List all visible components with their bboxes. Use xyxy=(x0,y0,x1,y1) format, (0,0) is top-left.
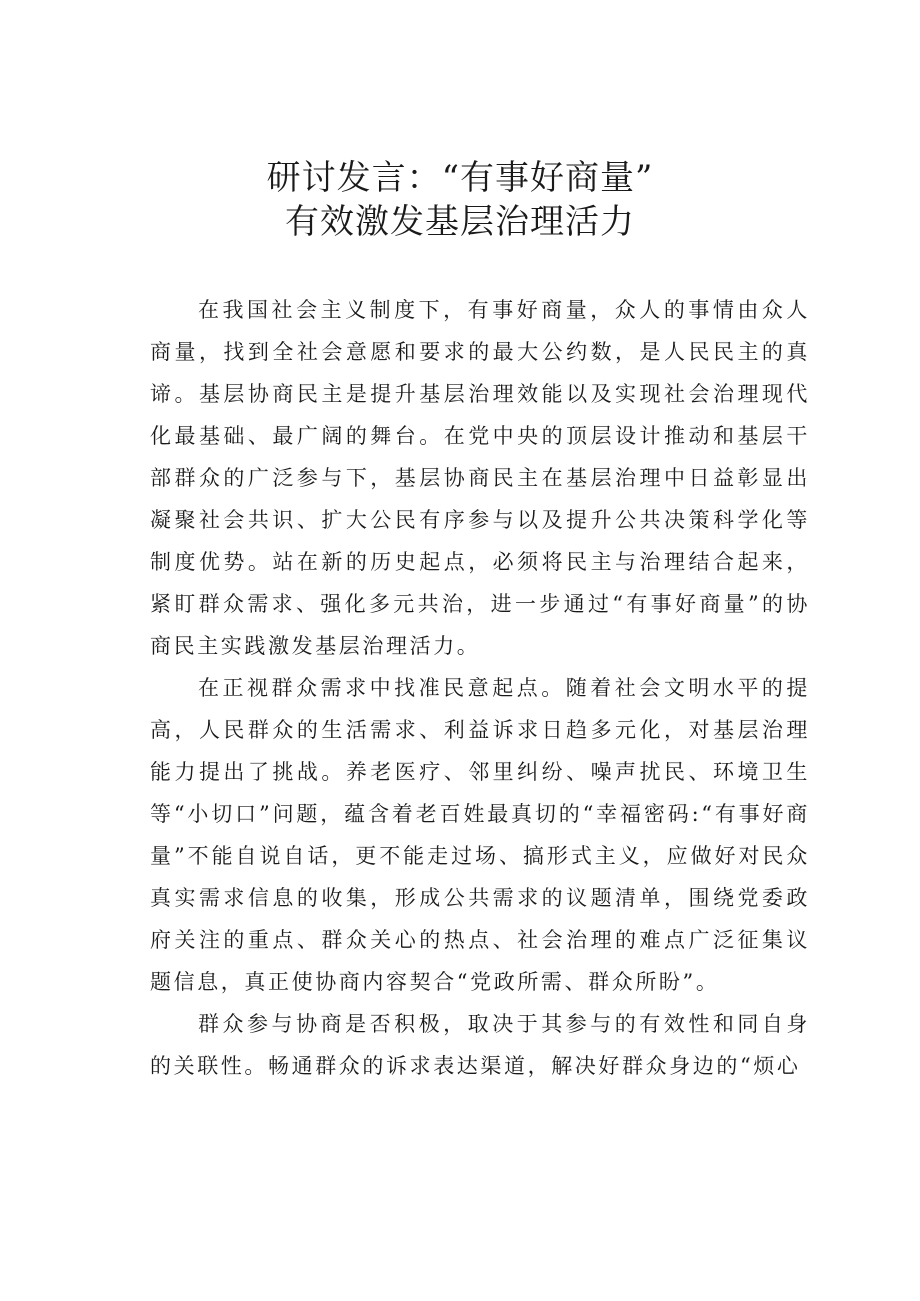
document-title-line-1: 研讨发言：“有事好商量” xyxy=(266,158,654,198)
paragraph-2: 在正视群众需求中找准民意起点。随着社会文明水平的提高，人民群众的生活需求、利益诉求日趋多元化，对基层治理能力提出了挑战。养老医疗、邻里纠纷、噪声扰民、环境卫生等“小切口”问题，蕴含着老百姓最真切的“幸福密码:“有事好商量”不能自说自话，更不能走过场、搞形式主义，应做好对民众真实需求信息的收集，形成公共需求的议题清单，围绕党委政府关注的重点、群众关心的热点、社会治理的难点广泛征集议题信息，真正使协商内容契合“党政所需、群众所盼”。 xyxy=(150,676,810,994)
document-body xyxy=(150,289,810,1087)
paragraph-3: 群众参与协商是否积极，取决于其参与的有效性和同自身的关联性。畅通群众的诉求表达渠道，解决好群众身边的“烦心 xyxy=(150,1012,810,1078)
paragraph-1: 在我国社会主义制度下，有事好商量，众人的事情由众人商量，找到全社会意愿和要求的最大公约数，是人民民主的真谛。基层协商民主是提升基层治理效能以及实现社会治理现代化最基础、最广阔的舞台。在党中央的顶层设计推动和基层干部群众的广泛参与下，基层协商民主在基层治理中日益彰显出凝聚社会共识、扩大公民有序参与以及提升公共决策科学化等制度优势。站在新的历史起点，必须将民主与治理结合起来，紧盯群众需求、强化多元共治，进一步通过“有事好商量”的协商民主实践激发基层治理活力。 xyxy=(150,298,810,658)
document-title-line-2: 有效激发基层治理活力 xyxy=(285,202,635,242)
